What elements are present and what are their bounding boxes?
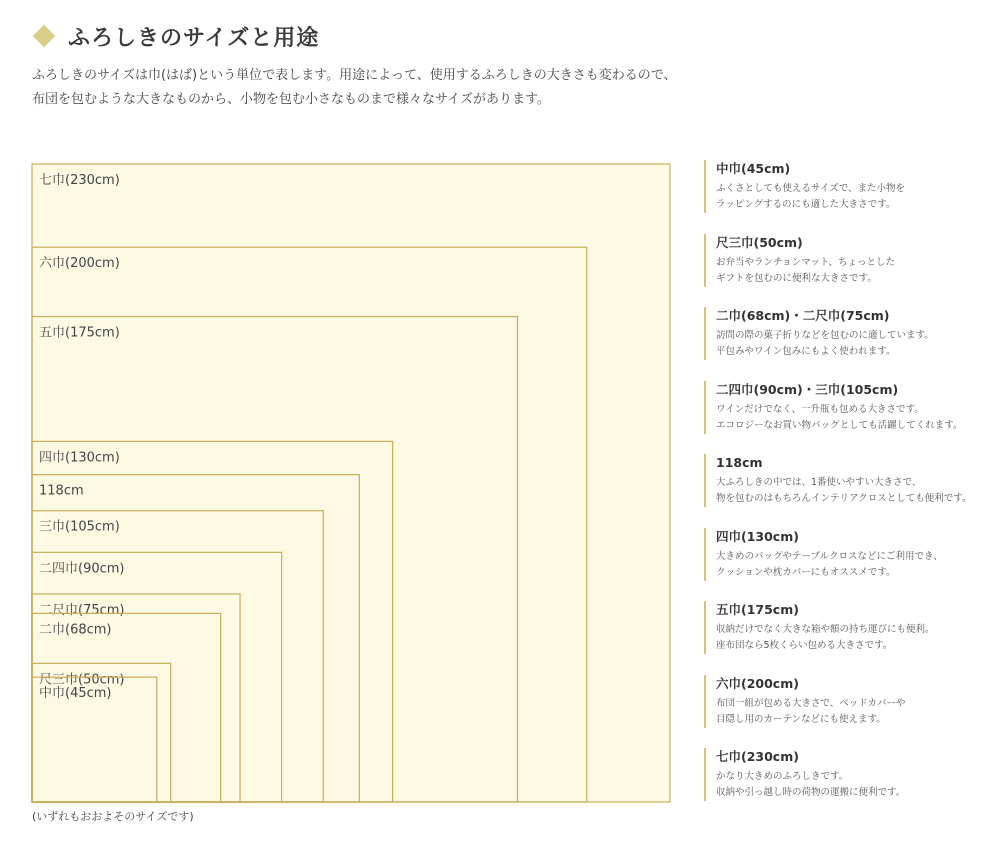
description-text: ふくさとしても使えるサイズで、また小物を xyxy=(716,183,906,194)
size-label: 中巾(45cm) xyxy=(39,686,112,702)
page-title: ふろしきのサイズと用途 xyxy=(68,25,320,51)
approximate-size-note: (いずれもおおよそのサイズです) xyxy=(32,810,194,823)
description-text: かなり大きめのふろしきです。 xyxy=(716,771,849,782)
description-heading: 中巾(45cm) xyxy=(716,161,791,176)
description-item xyxy=(704,160,994,213)
description-text: お弁当やランチョンマット、ちょっとした xyxy=(716,256,895,268)
description-heading: 四巾(130cm) xyxy=(716,528,799,544)
size-label: 尺三巾(50cm) xyxy=(39,672,125,688)
size-label: 四巾(130cm) xyxy=(39,450,120,466)
size-label: 七巾(230cm) xyxy=(39,173,120,188)
size-label: 118cm xyxy=(39,483,84,499)
size-label: 二尺巾(75cm) xyxy=(39,602,125,618)
description-heading: 二巾(68cm)・二尺巾(75cm) xyxy=(716,308,890,323)
description-text: 物を包むのはもちろんインテリアクロスとしても便利です。 xyxy=(716,493,972,504)
description-text: 布団一組が包める大きさで、ベッドカバーや xyxy=(716,697,906,709)
description-item xyxy=(704,381,994,434)
description-text: エコロジーなお買い物バッグとしても活躍してくれます。 xyxy=(716,419,963,431)
description-heading: 尺三巾(50cm) xyxy=(716,234,803,250)
intro-line-2: 布団を包むような大きなものから、小物を包む小さなものまで様々なサイズがあります。 xyxy=(32,92,550,107)
description-item xyxy=(704,601,994,654)
description-text: 収納だけでなく大きな箱や額の持ち運びにも便利。 xyxy=(716,624,935,635)
description-text: クッションや枕カバーにもオススメです。 xyxy=(716,566,896,578)
description-item xyxy=(704,748,994,801)
description-heading: 五巾(175cm) xyxy=(716,602,799,617)
description-item xyxy=(704,675,994,728)
description-text: 大ふろしきの中では、1番使いやすい大きさで、 xyxy=(716,477,922,488)
size-label: 五巾(175cm) xyxy=(39,325,120,341)
size-label: 二四巾(90cm) xyxy=(39,561,125,577)
description-text: 平包みやワイン包みにもよく使われます。 xyxy=(716,346,896,357)
description-text: 訪問の際の菓子折りなどを包むのに適しています。 xyxy=(716,330,934,341)
description-text: ラッピングするのにも適した大きさです。 xyxy=(716,199,896,210)
description-heading: 六巾(200cm) xyxy=(716,675,799,691)
description-text: ギフトを包むのに便利な大きさです。 xyxy=(716,272,877,284)
size-square xyxy=(32,164,670,802)
size-label: 二巾(68cm) xyxy=(39,622,112,638)
description-heading: 118cm xyxy=(716,455,763,470)
description-text: ワインだけでなく、一升瓶も包める大きさです。 xyxy=(716,403,924,415)
description-heading: 二四巾(90cm)・三巾(105cm) xyxy=(716,381,899,397)
size-label: 三巾(105cm) xyxy=(39,519,120,535)
description-text: 収納や引っ越し時の荷物の運搬に便利です。 xyxy=(716,787,906,798)
intro-line-1: ふろしきのサイズは巾(はば)という単位で表します。用途によって、使用するふろしきの大きさも変わるので、 xyxy=(32,68,677,83)
description-item xyxy=(704,528,994,581)
description-text: 座布団なら5枚くらい包める大きさです。 xyxy=(716,640,893,651)
size-label: 六巾(200cm) xyxy=(39,256,120,272)
description-heading: 七巾(230cm) xyxy=(716,749,799,764)
description-item xyxy=(704,307,994,360)
description-item xyxy=(704,234,994,287)
description-item xyxy=(704,454,994,507)
description-text: 大きめのバッグやテーブルクロスなどにご利用でき、 xyxy=(716,550,943,562)
description-text: 目隠し用のカーテンなどにも使えます。 xyxy=(716,713,886,725)
